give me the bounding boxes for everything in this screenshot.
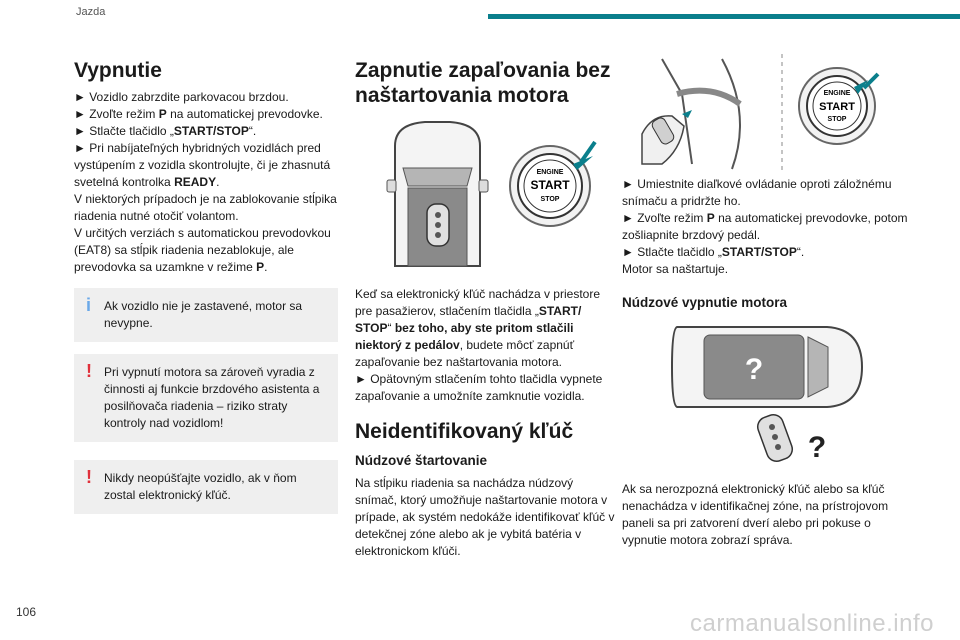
text-line: ► Zvoľte režim P na automatickej prevodovke. — [74, 107, 323, 121]
vypnutie-steps — [74, 89, 338, 276]
warning-icon: ! — [86, 467, 92, 487]
button-label-start: START — [530, 178, 570, 192]
running-header: Jazda — [76, 6, 106, 18]
zapnutie-paragraph: Keď sa elektronický kľúč nachádza v priestore pre pasažierov, stlačením tlačidla „START/ STOP“ bez toho, aby ste pritom stlačili niektorý z pedálov, budete môcť zapnúť zapaľovanie bez naštartovania motora. — [355, 287, 600, 369]
warning-icon: ! — [86, 361, 92, 381]
nudzove-startovanie-text: Na stĺpiku riadenia sa nachádza núdzový snímač, ktorý umožňuje naštartovanie motora v prípade, ak systém nedokáže identifikovať kľúč v detekčnej zóne alebo ak je vybitá batéria v elektronickom kľúči. — [355, 476, 615, 558]
info-icon: i — [86, 295, 92, 315]
button-label-start: START — [819, 101, 855, 113]
zapnutie-step: ► Opätovným stlačením tohto tlačidla vypnete zapaľovanie a umožníte zamknutie vozidla. — [355, 372, 603, 403]
text-line: ► Zvoľte režim P na automatickej prevodovke, potom zošliapnite brzdový pedál. — [622, 211, 908, 242]
info-note-text: Ak vozidlo nie je zastavené, motor sa nevypne. — [104, 299, 303, 330]
button-label-stop: STOP — [540, 196, 560, 203]
button-label-engine: ENGINE — [536, 169, 564, 176]
text-line: Motor sa naštartuje. — [622, 262, 729, 276]
text-line: ► Pri nabíjateľných hybridných vozidlách pred vystúpením z vozidla skontrolujte, či je zhasnutá svetelná kontrolka READY. — [74, 141, 331, 189]
steering-column-sensor-illustration — [622, 54, 882, 172]
nudzove-startovanie-steps — [622, 176, 912, 278]
section-title-neidentifikovany: Neidentifikovaný kľúč — [355, 420, 574, 443]
info-note — [74, 288, 338, 342]
backup-sensor-illustration — [622, 54, 912, 172]
header-accent-bar — [488, 14, 960, 19]
button-label-engine: ENGINE — [823, 90, 851, 97]
subtitle-nudzove-vypnutie: Núdzové vypnutie motora — [622, 295, 788, 310]
car-top-view-illustration — [355, 116, 617, 276]
section-title-vypnutie: Vypnutie — [74, 59, 162, 82]
page-number: 106 — [16, 605, 37, 619]
column-right — [622, 52, 912, 549]
car-side-question-illustration — [622, 317, 912, 467]
car-unknown-key-illustration — [622, 317, 912, 467]
question-mark-car: ? — [744, 353, 764, 386]
column-middle — [355, 52, 617, 560]
car-key-button-illustration — [355, 116, 617, 276]
nudzove-vypnutie-text: Ak sa nerozpozná elektronický kľúč alebo sa kľúč nenachádza v identifikačnej zóne, na prístrojovom paneli sa pri zatvorení dverí alebo pri pokuse o vypnutie motora zobrazí správa. — [622, 482, 889, 547]
text-line: V niektorých prípadoch je na zablokovanie stĺpika riadenia nutné otočiť volantom. — [74, 192, 337, 223]
engine-start-stop-button-icon — [510, 142, 595, 226]
question-mark-key: ? — [807, 431, 827, 464]
text-line: V určitých verziách s automatickou prevodovkou (EAT8) sa stĺpik riadenia nezablokuje, ale prevodovka sa uzamkne v režime P. — [74, 226, 331, 274]
text-line: ► Vozidlo zabrzdite parkovacou brzdou. — [74, 90, 289, 104]
warning-note-2 — [74, 460, 338, 514]
watermark-text: carmanualsonline.info — [690, 610, 934, 637]
text-line: ► Stlačte tlačidlo „START/STOP“. — [622, 245, 805, 259]
section-title-zapnutie: Zapnutie zapaľovania bez naštartovania motora — [355, 59, 611, 107]
warning-note-1-text: Pri vypnutí motora sa zároveň vyradia z činnosti aj funkcie brzdového asistenta a posilňovača riadenia – riziko straty kontroly nad vozidlom! — [104, 365, 320, 430]
engine-start-stop-button-icon — [799, 68, 878, 144]
warning-note-2-text: Nikdy neopúšťajte vozidlo, ak v ňom zostal elektronický kľúč. — [104, 471, 297, 502]
subtitle-nudzove-startovanie: Núdzové štartovanie — [355, 453, 488, 468]
warning-note-1 — [74, 354, 338, 442]
column-left — [74, 52, 338, 526]
text-line: ► Stlačte tlačidlo „START/STOP“. — [74, 124, 257, 138]
button-label-stop: STOP — [827, 116, 847, 123]
text-line: ► Umiestnite diaľkové ovládanie oproti záložnému snímaču a pridržte ho. — [622, 177, 892, 208]
